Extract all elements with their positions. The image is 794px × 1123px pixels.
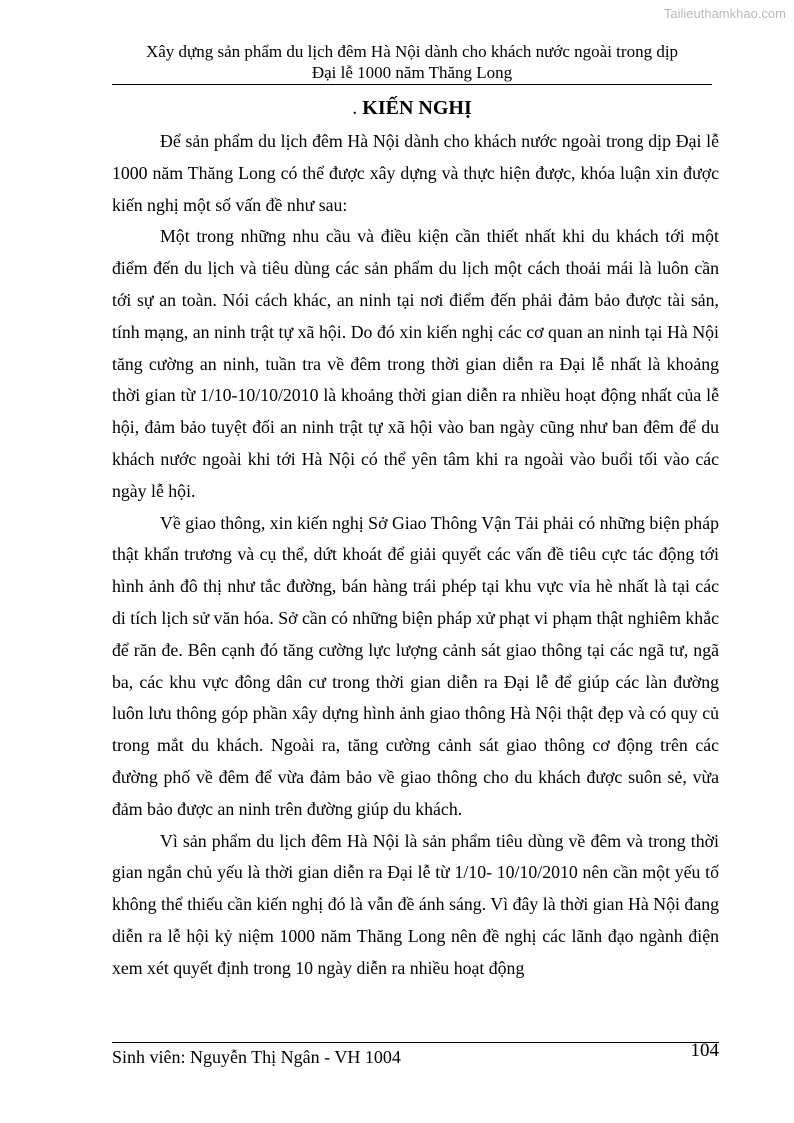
paragraph-3: Về giao thông, xin kiến nghị Sở Giao Thông Vận Tải phải có những biện pháp thật khẩn trương và cụ thể, dứt khoát để giải quyết các vấn đề tiêu cực tác động tới hình ảnh đô thị như tắc đường, bán hàng trái phép tại khu vực vỉa hè nhất là tại các di tích lịch sử văn hóa. Sở cần có những biện pháp xử phạt vi phạm thật nghiêm khắc để răn đe. Bên cạnh đó tăng cường lực lượng cảnh sát giao thông tại các ngã tư, ngã ba, các khu vực đông dân cư trong thời gian diễn ra Đại lễ để giúp các làn đường luôn lưu thông góp phần xây dựng hình ảnh giao thông Hà Nội thật đẹp và có quy củ trong mắt du khách. Ngoài ra, tăng cường cảnh sát giao thông cơ động trên các đường phố về đêm để vừa đảm bảo về giao thông cho du khách được suôn sẻ, vừa đảm bảo được an ninh trên đường giúp du khách. <box>112 512 719 819</box>
footer-student: Sinh viên: Nguyễn Thị Ngân - VH 1004 <box>112 1047 401 1067</box>
footer-divider <box>112 1042 719 1043</box>
watermark: Tailieuthamkhao.com <box>663 6 786 21</box>
section-heading <box>112 94 712 122</box>
header-divider <box>112 84 712 85</box>
running-header <box>112 41 712 83</box>
page-number: 104 <box>690 1040 719 1061</box>
body-text <box>112 126 719 985</box>
header-line-1: Xây dựng sản phẩm du lịch đêm Hà Nội dành cho khách nước ngoài trong dịp <box>145 42 679 61</box>
section-title: KIẾN NGHỊ <box>362 97 472 119</box>
header-line-2: Đại lễ 1000 năm Thăng Long <box>311 63 513 82</box>
paragraph-2: Một trong những nhu cầu và điều kiện cần thiết nhất khi du khách tới một điểm đến du lịch và tiêu dùng các sản phẩm du lịch một cách thoải mái là luôn cần tới sự an toàn. Nói cách khác, an ninh tại nơi điểm đến phải đảm bảo được tài sản, tính mạng, an ninh trật tự xã hội. Do đó xin kiến nghị các cơ quan an ninh tại Hà Nội tăng cường an ninh, tuần tra về đêm trong thời gian diễn ra Đại lễ nhất là khoảng thời gian từ 1/10-10/10/2010 là khoảng thời gian diễn ra nhiều hoạt động nhất của lễ hội, đảm bảo tuyệt đối an ninh trật tự xã hội vào ban ngày cũng như ban đêm để du khách nước ngoài khi tới Hà Nội có thể yên tâm khi ra ngoài vào buổi tối vào các ngày lễ hội. <box>112 226 719 501</box>
paragraph-1: Để sản phẩm du lịch đêm Hà Nội dành cho khách nước ngoài trong dịp Đại lễ 1000 năm Thăng Long có thể được xây dựng và thực hiện được, khóa luận xin được kiến nghị một số vấn đề như sau: <box>112 131 719 215</box>
section-prefix: . <box>352 97 363 119</box>
paragraph-4: Vì sản phẩm du lịch đêm Hà Nội là sản phẩm tiêu dùng về đêm và trong thời gian ngắn chủ yếu là thời gian diễn ra Đại lễ từ 1/10- 10/10/2010 nên cần một yếu tố không thể thiếu cần kiến nghị đó là vẫn đề ánh sáng. Vì đây là thời gian Hà Nội đang diễn ra lễ hội kỷ niệm 1000 năm Thăng Long nên đề nghị các lãnh đạo ngành điện xem xét quyết định trong 10 ngày diễn ra nhiều hoạt động <box>112 830 719 978</box>
